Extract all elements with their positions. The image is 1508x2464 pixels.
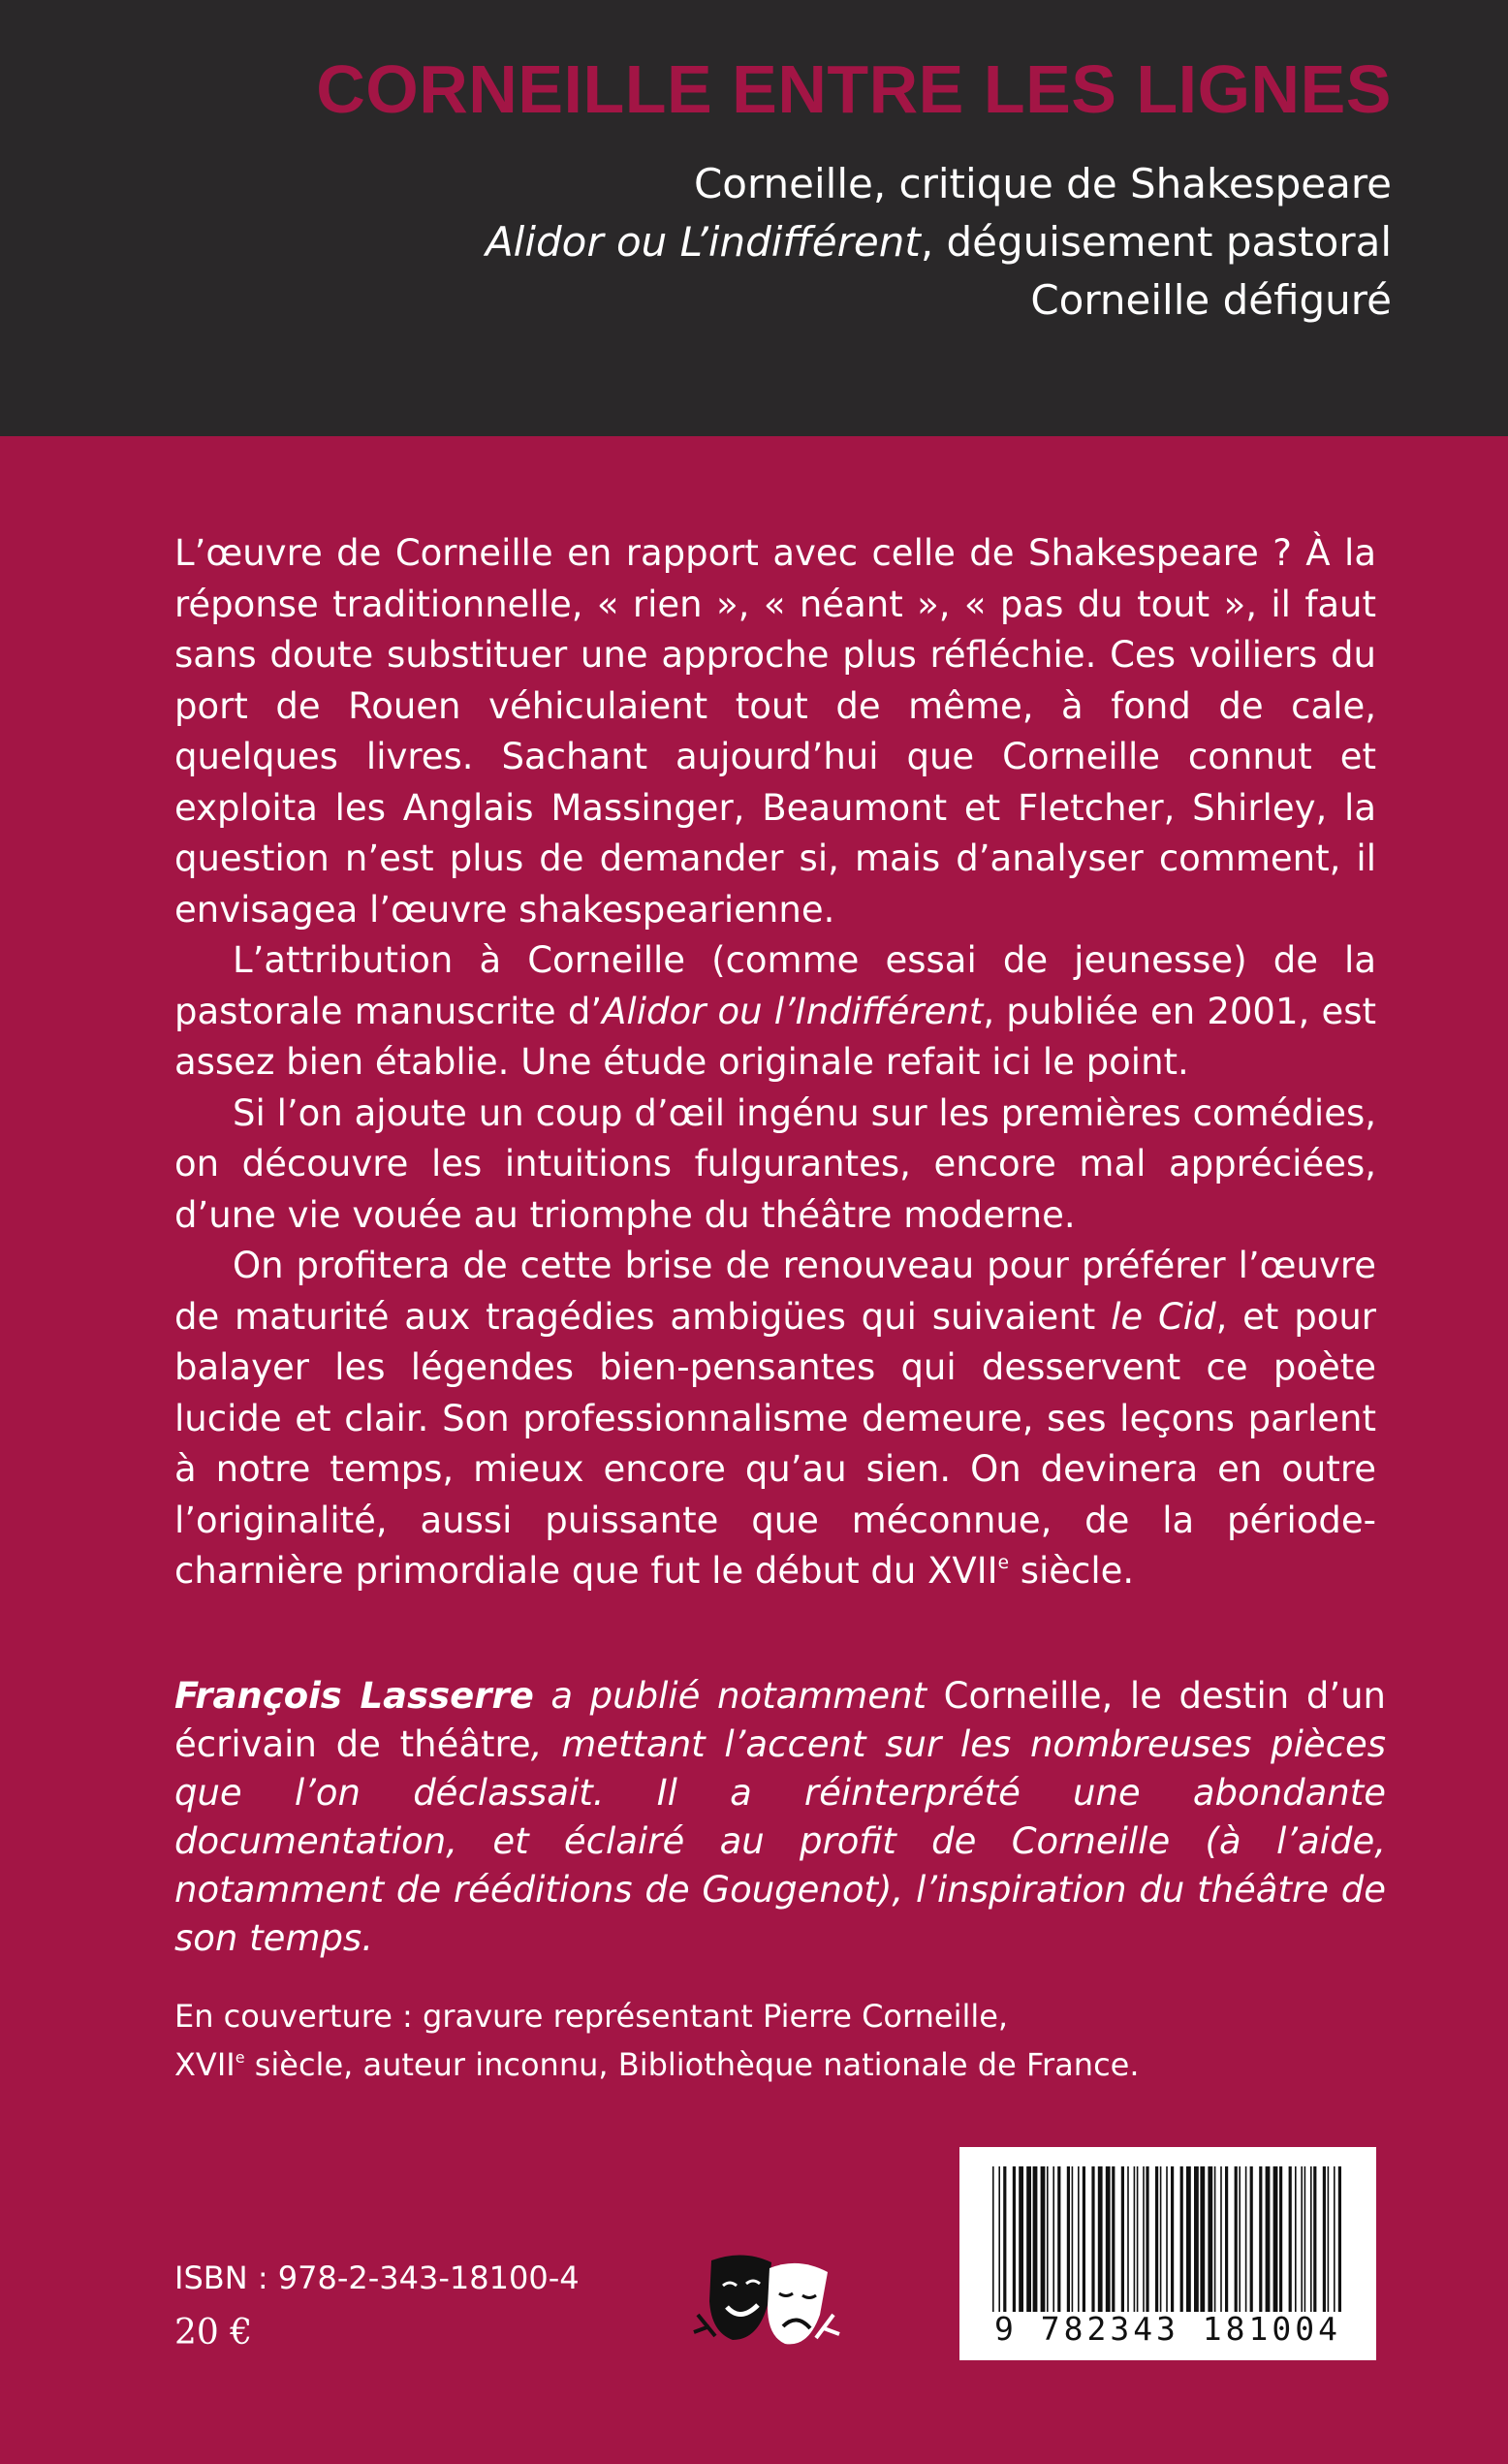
blurb-paragraph-3: Si l’on ajoute un coup d’œil ingénu sur les premières comédies, on découvre les intuitions fulgurantes, encore mal appréciées, d’une vie vouée au triomphe du théâtre moderne. bbox=[174, 1091, 1376, 1236]
credit-superscript: e bbox=[235, 2048, 245, 2068]
subtitles bbox=[486, 155, 1392, 330]
blurb bbox=[174, 528, 1376, 1597]
blurb-paragraph-4 bbox=[174, 1241, 1376, 1597]
credit-century: XVII bbox=[174, 2046, 236, 2083]
price: 20 € bbox=[174, 2313, 253, 2353]
barcode-bars bbox=[989, 2166, 1347, 2312]
author-text-b: , mettant l’accent sur les nombreuses pièces que l’on déclassait. Il a réinterprété une abondante documentation, et éclairé au profit de Corneille (à l’aide, notamment de rééditions de Gougenot), l’inspiration du théâtre de son temps. bbox=[174, 1723, 1386, 1959]
p4-text-c: siècle. bbox=[1008, 1550, 1135, 1592]
credit-line-1: En couverture : gravure représentant Pierre Corneille, bbox=[174, 1998, 1009, 2035]
barcode-number: 9 782343 181004 bbox=[993, 2310, 1341, 2348]
isbn: ISBN : 978-2-343-18100-4 bbox=[174, 2259, 580, 2296]
blurb-paragraph-2 bbox=[174, 935, 1376, 1089]
p4-text-b: , et pour balayer les légendes bien-pensantes qui desservent ce poète lucide et clair. Son professionnalisme demeure, ses leçons parlent à notre temps, mieux encore qu’au sien. On devinera en outre l’originalité, aussi puissante que méconnue, de la période-charnière primordiale que fut le début du XVII bbox=[174, 1295, 1377, 1592]
subtitle-2-italic: Alidor ou L’indifférent bbox=[485, 218, 921, 266]
author-text-a: a publié notamment bbox=[533, 1675, 944, 1717]
header-band bbox=[0, 0, 1508, 436]
author-bio bbox=[174, 1672, 1386, 1963]
author-book-title: Corneille, le destin d’un écrivain de théâtre bbox=[174, 1675, 1386, 1765]
cover-credit bbox=[174, 1992, 1396, 2089]
p4-superscript: e bbox=[997, 1553, 1009, 1574]
subtitle-1: Corneille, critique de Shakespeare bbox=[693, 160, 1392, 207]
p2-italic-title: Alidor ou l’Indifférent bbox=[602, 990, 984, 1032]
theatre-masks-icon bbox=[690, 2247, 845, 2353]
subtitle-2 bbox=[486, 213, 1392, 271]
p4-text-a: On profitera de cette brise de renouveau pour préférer l’œuvre de maturité aux tragédies ambigües qui suivaient bbox=[174, 1245, 1376, 1338]
p4-italic-title: le Cid bbox=[1111, 1295, 1216, 1338]
barcode bbox=[959, 2147, 1376, 2360]
book-title: CORNEILLE ENTRE LES LIGNES bbox=[316, 51, 1392, 127]
blurb-paragraph-1: L’œuvre de Corneille en rapport avec celle de Shakespeare ? À la réponse traditionnelle, « rien », « néant », « pas du tout », il faut sans doute substituer une approche plus réfléchie. Ces voiliers du port de Rouen véhiculaient tout de même, à fond de cale, quelques livres. Sachant aujourd’hui que Corneille connut et exploita les Anglais Massinger, Beaumont et Fletcher, Shirley, la question n’est plus de demander si, mais d’analyser comment, il envisagea l’œuvre shakespearienne. bbox=[174, 532, 1376, 931]
credit-line-2: siècle, auteur inconnu, Bibliothèque nationale de France. bbox=[244, 2046, 1140, 2083]
subtitle-3: Corneille défiguré bbox=[1030, 276, 1392, 324]
subtitle-2-rest: , déguisement pastoral bbox=[920, 218, 1392, 266]
author-name: François Lasserre bbox=[174, 1675, 534, 1717]
p2-text-a: L’attribution à Corneille (comme essai de jeunesse) de la pastorale manuscrite d’ bbox=[174, 939, 1376, 1032]
p2-text-b: , publiée en 2001, est assez bien établie. Une étude originale refait ici le point. bbox=[174, 990, 1376, 1083]
